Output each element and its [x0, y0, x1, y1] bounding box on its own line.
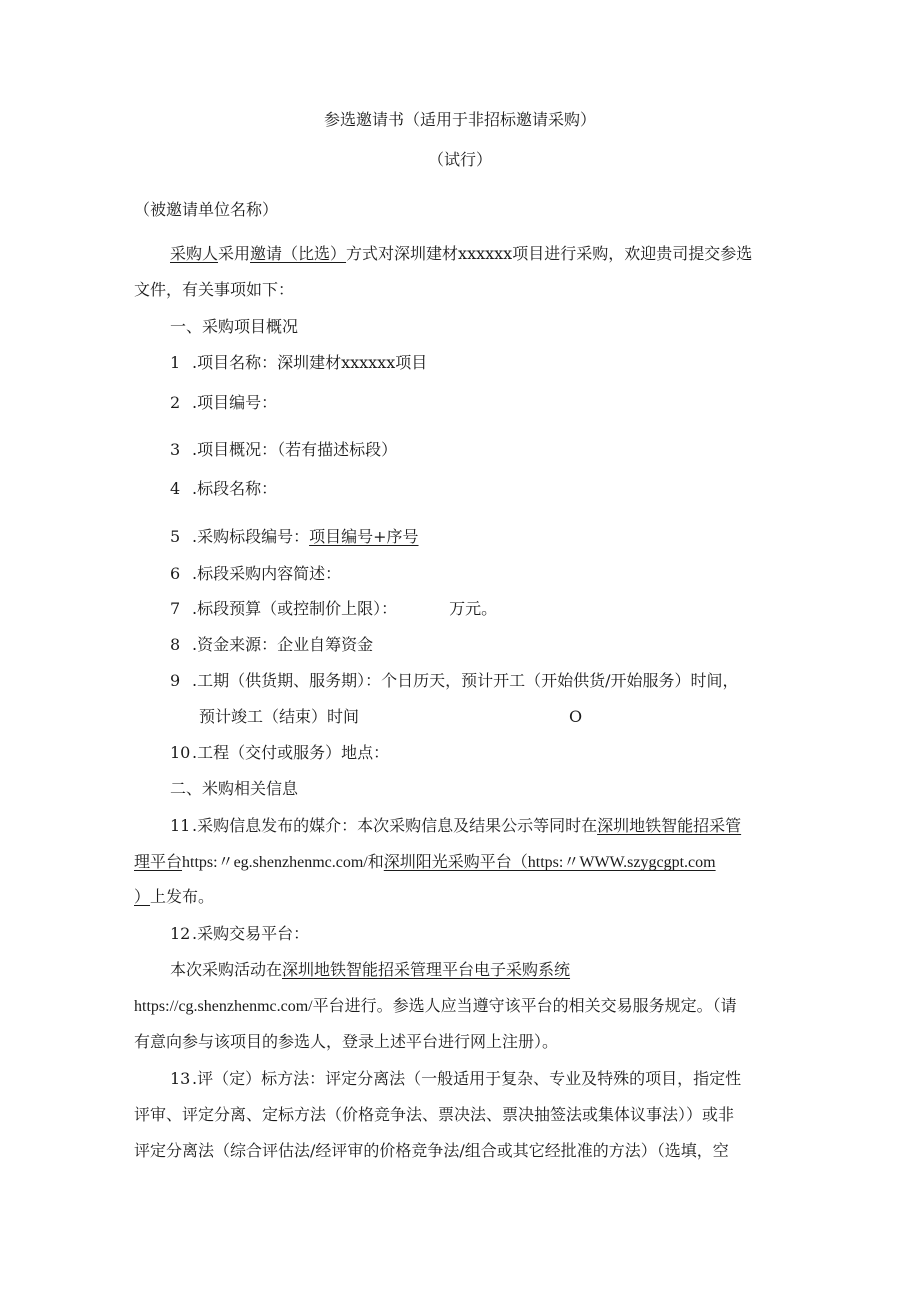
item-12-line-3: 有意向参与该项目的参选人，登录上述平台进行网上注册）。 [134, 1032, 559, 1051]
e-procurement-system-link[interactable]: 深圳地铁智能招采管理平台电子采购系统 [282, 960, 571, 979]
item-7: 7 .标段预算（或控制价上限）： 万元。 [170, 599, 498, 618]
item-11-line-1: 11 .采购信息发布的媒介：本次采购信息及结果公示等同时在深圳地铁智能招采管 [170, 816, 742, 835]
item-11-line-2: 理平台https:〃eg.shenzhenmc.com/和深圳阳光采购平台（https:〃WWW.szygcgpt.com [134, 852, 716, 871]
platform-name-link-2[interactable]: 深圳阳光采购平台（https:〃WWW.szygcgpt.com [383, 854, 716, 871]
intro-paragraph-line-2: 文件，有关事项如下： [134, 280, 295, 299]
item-5: 5 .采购标段编号：项目编号+序号 [170, 527, 419, 546]
item-8: 8 .资金来源：企业自筹资金 [170, 635, 374, 654]
item-13-line-3: 评定分离法（综合评估法/经评审的价格竞争法/组合或其它经批准的方法）（选填，空 [134, 1141, 729, 1160]
intro-paragraph-line-1: 采购人采用邀请（比选）方式对深圳建材xxxxxx项目进行采购，欢迎贵司提交参选 [170, 244, 753, 263]
item-3: 3 .项目概况：（若有描述标段） [170, 440, 398, 459]
item-13-line-1: 13 .评（定）标方法：评定分离法（一般适用于复杂、专业及特殊的项目，指定性 [170, 1069, 742, 1088]
section-heading-2: 二、米购相关信息 [170, 779, 299, 798]
item-11-line-3: ）上发布。 [134, 887, 215, 906]
item-9-line-1: 9 .工期（供货期、服务期）：个日历天，预计开工（开始供货/开始服务）时间， [170, 671, 739, 690]
platform-url-1[interactable]: https:〃eg.shenzhenmc.com/ [182, 854, 368, 871]
item-12-line-1: 本次采购活动在深圳地铁智能招采管理平台电子采购系统 [170, 960, 571, 979]
item-9-line-2: 预计竣工（结束）时间 O [199, 707, 583, 726]
platform-url-2[interactable]: https://cg.shenzhenmc.com/ [134, 998, 313, 1015]
document-title: 参选邀请书（适用于非招标邀请采购） [323, 110, 596, 129]
item-4: 4 .标段名称： [170, 479, 278, 498]
item-2: 2 .项目编号： [170, 393, 278, 412]
purchaser-field: 采购人 [170, 244, 219, 263]
document-subtitle: （试行） [427, 150, 492, 169]
invitee-name: （被邀请单位名称） [134, 200, 279, 219]
section-heading-1: 一、采购项目概况 [170, 317, 299, 336]
item-10: 10 .工程（交付或服务）地点： [170, 743, 390, 762]
item-6: 6 .标段采购内容简述： [170, 564, 342, 583]
procurement-method-field: 邀请（比选） [250, 244, 347, 263]
item-13-line-2: 评审、评定分离、定标方法（价格竞争法、票决法、票决抽签法或集体议事法））或非 [134, 1105, 735, 1124]
item-12: 12 .采购交易平台： [170, 924, 310, 943]
platform-name-link-1[interactable]: 深圳地铁智能招采管 [597, 816, 742, 835]
section-number-field: 项目编号+序号 [309, 527, 419, 546]
item-1: 1 .项目名称：深圳建材xxxxxx项目 [170, 353, 428, 372]
item-12-line-2: https://cg.shenzhenmc.com/平台进行。参选人应当遵守该平台的相关交易服务规定。（请 [134, 996, 737, 1015]
